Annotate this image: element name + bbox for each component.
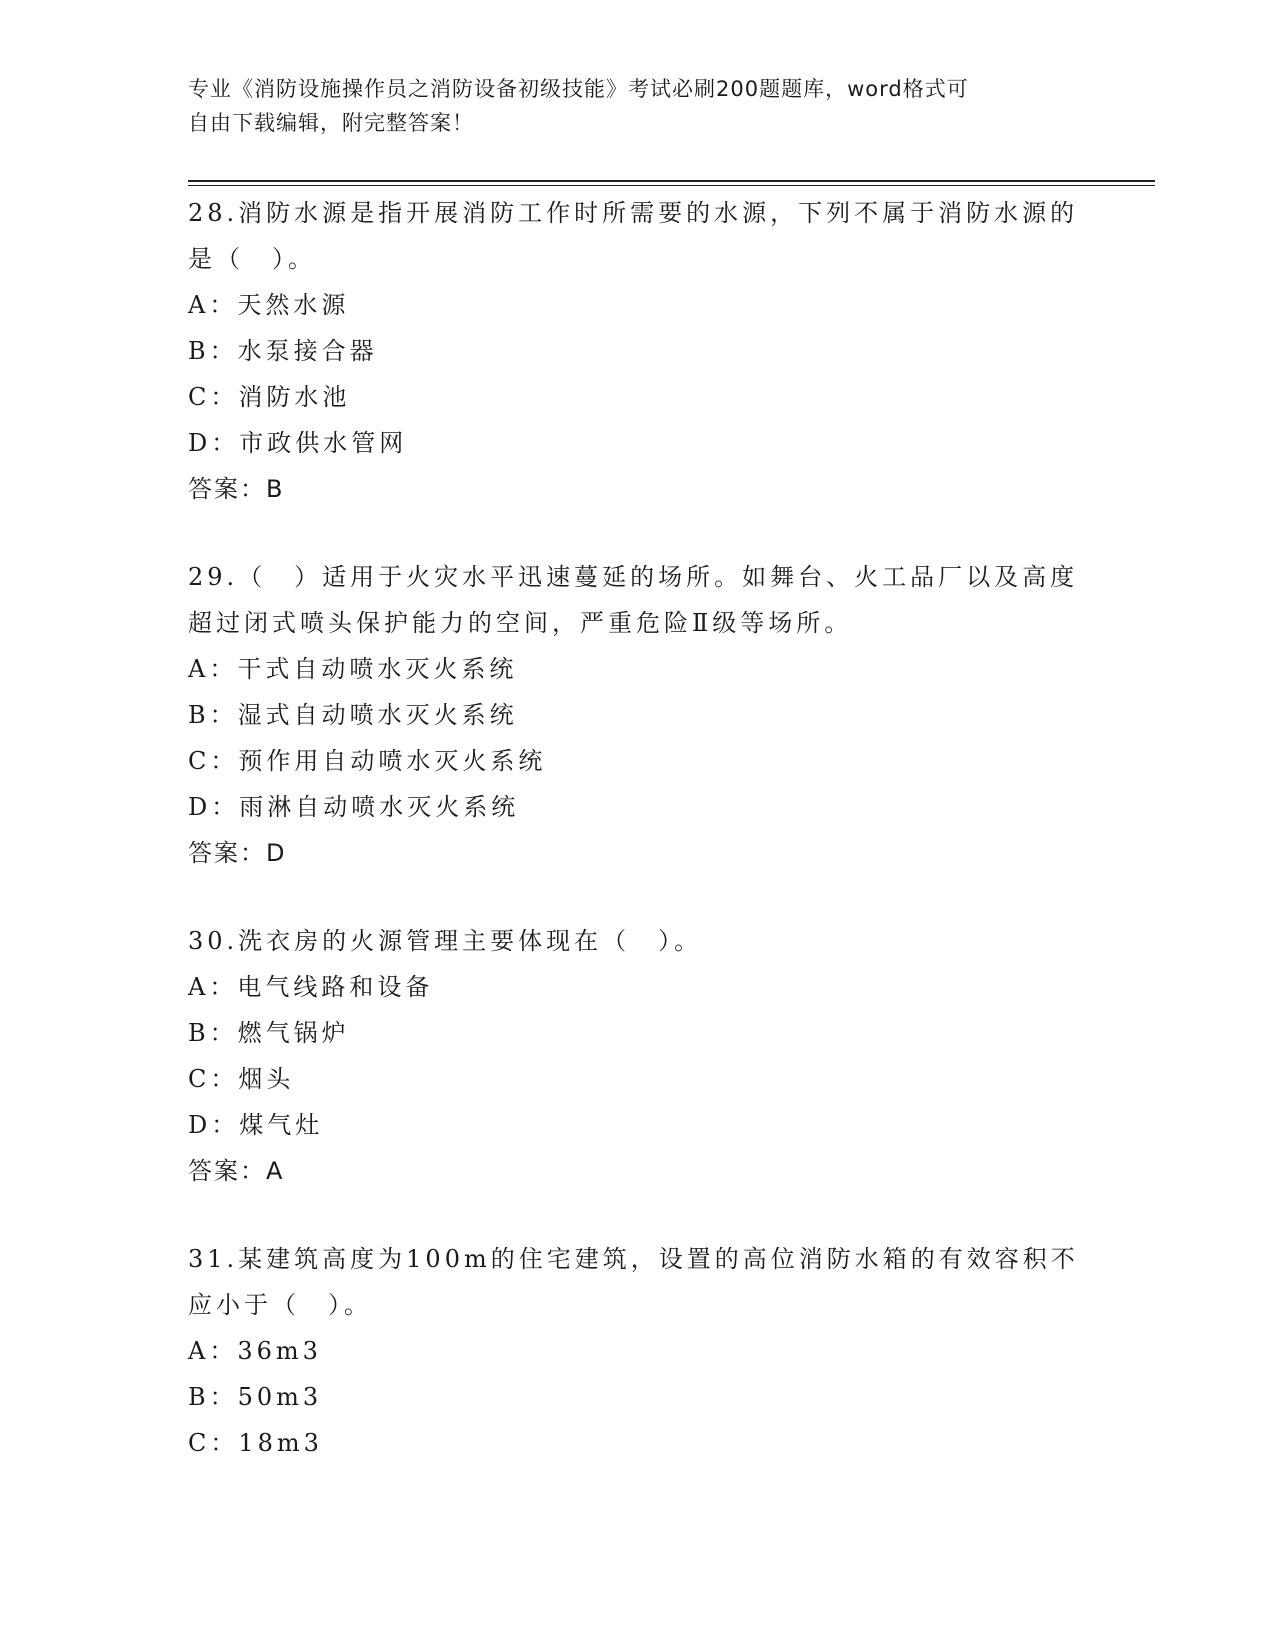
option-d: D：雨淋自动喷水灭火系统 <box>188 793 520 821</box>
answer-line: 答案：A <box>188 1157 285 1185</box>
option-c: C：消防水池 <box>188 383 351 411</box>
option-a: A：干式自动喷水灭火系统 <box>188 655 518 683</box>
question-28 <box>188 190 1088 512</box>
question-stem: 28.消防水源是指开展消防工作时所需要的水源，下列不属于消防水源的是（ ）。 <box>188 199 1079 273</box>
question-stem: 30.洗衣房的火源管理主要体现在（ ）。 <box>188 927 703 955</box>
question-list <box>188 190 1088 1508</box>
answer-line: 答案：D <box>188 839 287 867</box>
option-d: D：煤气灶 <box>188 1111 324 1139</box>
option-d: D：市政供水管网 <box>188 429 408 457</box>
question-stem: 29.（ ）适用于火灾水平迅速蔓延的场所。如舞台、火工品厂以及高度超过闭式喷头保护能力的空间，严重危险Ⅱ级等场所。 <box>188 563 1079 637</box>
question-stem: 31.某建筑高度为100m的住宅建筑，设置的高位消防水箱的有效容积不应小于（ ）。 <box>188 1245 1079 1319</box>
header-divider-thin <box>188 185 1155 186</box>
header-line-2: 自由下载编辑，附完整答案！ <box>188 111 474 135</box>
option-a: A：36m3 <box>188 1337 322 1365</box>
question-31 <box>188 1236 1088 1466</box>
answer-line: 答案：B <box>188 475 285 503</box>
header-line-1: 专业《消防设施操作员之消防设备初级技能》考试必刷200题题库，word格式可 <box>188 77 969 101</box>
option-b: B：燃气锅炉 <box>188 1019 350 1047</box>
question-30 <box>188 918 1088 1194</box>
document-header <box>188 72 1088 140</box>
option-b: B：湿式自动喷水灭火系统 <box>188 701 518 729</box>
option-c: C：烟头 <box>188 1065 295 1093</box>
option-a: A：天然水源 <box>188 291 350 319</box>
option-b: B：水泵接合器 <box>188 337 378 365</box>
option-c: C：18m3 <box>188 1429 323 1457</box>
header-divider-thick <box>188 180 1155 182</box>
option-c: C：预作用自动喷水灭火系统 <box>188 747 547 775</box>
option-b: B：50m3 <box>188 1383 323 1411</box>
option-a: A：电气线路和设备 <box>188 973 434 1001</box>
question-29 <box>188 554 1088 876</box>
